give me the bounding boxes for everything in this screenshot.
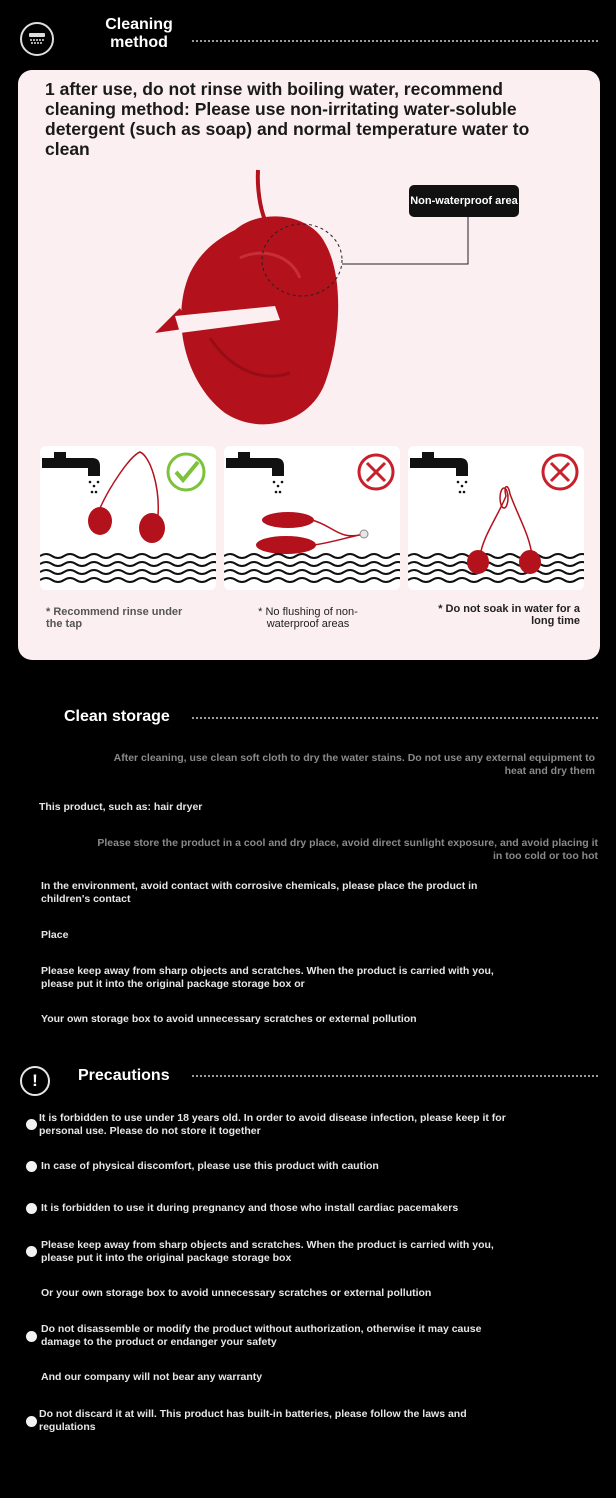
- shower-icon: [20, 22, 54, 56]
- bullet-dot: [26, 1203, 37, 1214]
- bullet-dot: [26, 1246, 37, 1257]
- storage-paragraph: Place: [41, 929, 69, 941]
- precaution-item: In case of physical discomfort, please use this product with caution: [41, 1160, 379, 1172]
- faucet-icon: [410, 452, 468, 476]
- precautions-divider: [192, 1075, 598, 1077]
- storage-paragraph: After cleaning, use clean soft cloth to dry the water stains. Do not use any external equipment to heat and dry them: [113, 752, 595, 777]
- caption-no-soaking: * Do not soak in water for a long time: [438, 603, 580, 627]
- cross-icon: [543, 455, 577, 489]
- storage-paragraph: Please keep away from sharp objects and scratches. When the product is carried with you, please put it into the original package storage box or: [41, 965, 494, 990]
- check-icon: [168, 454, 204, 490]
- storage-divider: [192, 717, 598, 719]
- caption-no-flushing: * No flushing of non-waterproof areas: [258, 606, 358, 630]
- storage-paragraph: In the environment, avoid contact with corrosive chemicals, please place the product in children's contact: [41, 880, 478, 905]
- faucet-icon: [42, 452, 100, 476]
- precaution-item: Please keep away from sharp objects and scratches. When the product is carried with you, please put it into the original package storage box: [41, 1239, 494, 1264]
- precaution-item: Or your own storage box to avoid unnecessary scratches or external pollution: [41, 1287, 432, 1299]
- bullet-dot: [26, 1119, 37, 1130]
- precaution-item: Do not discard it at will. This product has built-in batteries, please follow the laws and regulations: [39, 1408, 467, 1433]
- faucet-icon: [226, 452, 284, 476]
- precaution-item: And our company will not bear any warranty: [41, 1371, 263, 1383]
- cross-icon: [359, 455, 393, 489]
- precaution-item: It is forbidden to use it during pregnancy and those who install cardiac pacemakers: [41, 1202, 459, 1214]
- caption-rinse-under-tap: * Recommend rinse under the tap: [46, 606, 183, 630]
- cleaning-method-title: Cleaning method: [105, 16, 173, 51]
- storage-paragraph: Please store the product in a cool and dry place, avoid direct sunlight exposure, and avoid placing it in too cold or too hot: [97, 837, 598, 862]
- bullet-dot: [26, 1331, 37, 1342]
- panel-rinse-under-tap: [40, 446, 216, 590]
- cleaning-intro: 1 after use, do not rinse with boiling water, recommend cleaning method: Please use non-irritating water-soluble detergent (such as soap) and normal temperature water to clean: [45, 79, 530, 159]
- precaution-item: Do not disassemble or modify the product without authorization, otherwise it may cause damage to the product or endanger your safety: [41, 1323, 482, 1348]
- non-waterproof-callout: Non-waterproof area: [409, 185, 519, 217]
- bullet-dot: [26, 1161, 37, 1172]
- exclamation-icon: !: [20, 1066, 50, 1096]
- bullet-dot: [26, 1416, 37, 1427]
- panel-no-flushing: [224, 446, 400, 590]
- header-divider: [192, 40, 598, 42]
- panel-no-soaking: [408, 446, 584, 590]
- precaution-item: It is forbidden to use under 18 years old. In order to avoid disease infection, please keep it for personal use. Please do not store it together: [39, 1112, 506, 1137]
- storage-paragraph: This product, such as: hair dryer: [39, 801, 203, 813]
- clean-storage-title: Clean storage: [64, 708, 170, 725]
- storage-paragraph: Your own storage box to avoid unnecessary scratches or external pollution: [41, 1013, 417, 1025]
- precautions-title: Precautions: [78, 1067, 170, 1084]
